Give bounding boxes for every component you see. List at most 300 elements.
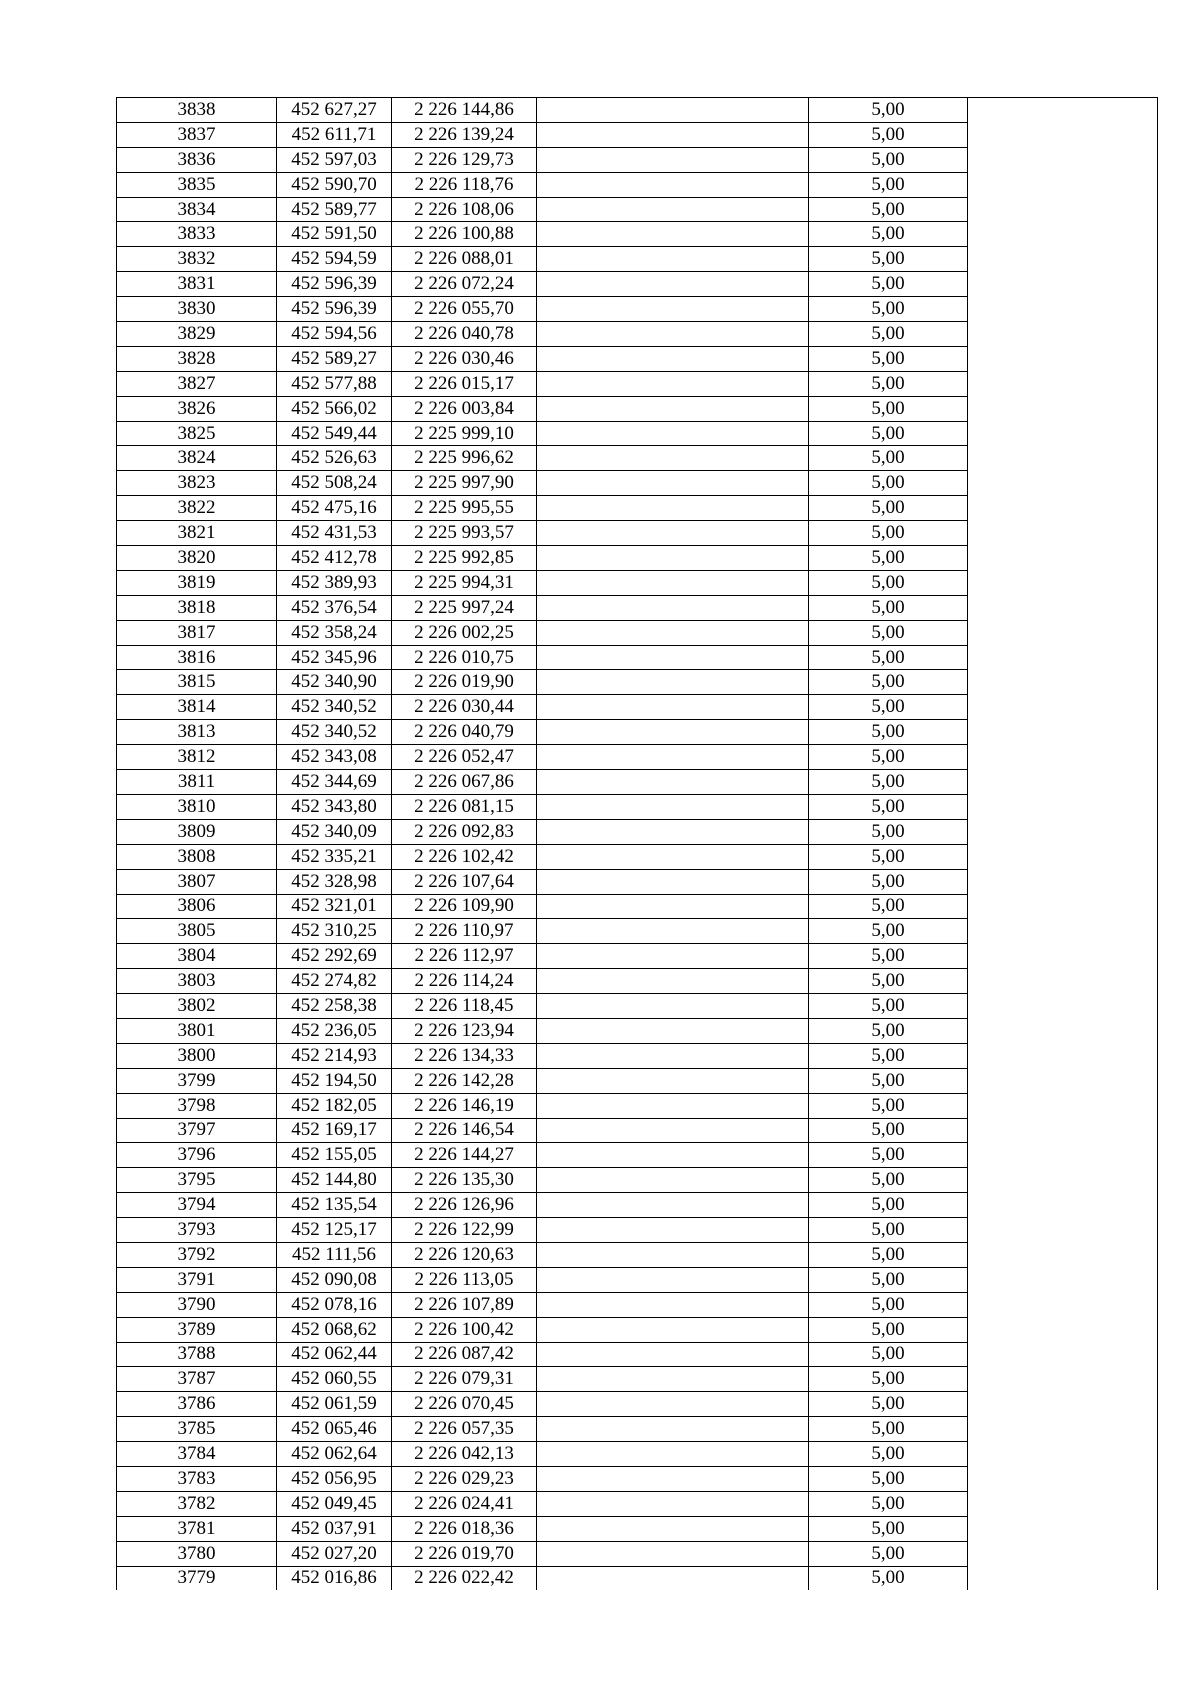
point-number-cell: 3833 — [117, 222, 277, 247]
blank-cell — [537, 247, 809, 272]
x-coordinate-cell: 452 431,53 — [277, 521, 392, 546]
y-coordinate-cell: 2 226 030,46 — [392, 346, 537, 371]
x-coordinate-cell: 452 111,56 — [277, 1242, 392, 1267]
table-row — [117, 894, 1158, 919]
blank-cell — [537, 869, 809, 894]
blank-cell — [537, 1442, 809, 1467]
table-row — [117, 1242, 1158, 1267]
coordinates-table — [116, 97, 1158, 1590]
notes-cell — [968, 496, 1158, 521]
notes-cell — [968, 1093, 1158, 1118]
blank-cell — [537, 944, 809, 969]
x-coordinate-cell: 452 078,16 — [277, 1292, 392, 1317]
value-cell: 5,00 — [809, 1292, 968, 1317]
table-row — [117, 346, 1158, 371]
blank-cell — [537, 1466, 809, 1491]
blank-cell — [537, 1168, 809, 1193]
value-cell: 5,00 — [809, 844, 968, 869]
x-coordinate-cell: 452 144,80 — [277, 1168, 392, 1193]
blank-cell — [537, 396, 809, 421]
value-cell: 5,00 — [809, 570, 968, 595]
blank-cell — [537, 1417, 809, 1442]
value-cell: 5,00 — [809, 1342, 968, 1367]
blank-cell — [537, 446, 809, 471]
y-coordinate-cell: 2 226 114,24 — [392, 969, 537, 994]
value-cell: 5,00 — [809, 546, 968, 571]
point-number-cell: 3814 — [117, 695, 277, 720]
value-cell: 5,00 — [809, 297, 968, 322]
point-number-cell: 3830 — [117, 297, 277, 322]
point-number-cell: 3817 — [117, 620, 277, 645]
x-coordinate-cell: 452 049,45 — [277, 1491, 392, 1516]
table-row — [117, 1068, 1158, 1093]
table-row — [117, 172, 1158, 197]
notes-cell — [968, 570, 1158, 595]
notes-cell — [968, 1466, 1158, 1491]
point-number-cell: 3781 — [117, 1516, 277, 1541]
point-number-cell: 3783 — [117, 1466, 277, 1491]
x-coordinate-cell: 452 594,59 — [277, 247, 392, 272]
point-number-cell: 3834 — [117, 197, 277, 222]
x-coordinate-cell: 452 061,59 — [277, 1392, 392, 1417]
notes-cell — [968, 322, 1158, 347]
point-number-cell: 3790 — [117, 1292, 277, 1317]
notes-cell — [968, 770, 1158, 795]
notes-cell — [968, 421, 1158, 446]
point-number-cell: 3809 — [117, 819, 277, 844]
value-cell: 5,00 — [809, 1118, 968, 1143]
table-row — [117, 720, 1158, 745]
table-row — [117, 1367, 1158, 1392]
value-cell: 5,00 — [809, 1068, 968, 1093]
x-coordinate-cell: 452 310,25 — [277, 919, 392, 944]
value-cell: 5,00 — [809, 1516, 968, 1541]
notes-cell — [968, 1292, 1158, 1317]
point-number-cell: 3822 — [117, 496, 277, 521]
notes-cell — [968, 247, 1158, 272]
x-coordinate-cell: 452 596,39 — [277, 297, 392, 322]
blank-cell — [537, 1392, 809, 1417]
table-row — [117, 546, 1158, 571]
notes-cell — [968, 1541, 1158, 1566]
notes-cell — [968, 645, 1158, 670]
x-coordinate-cell: 452 125,17 — [277, 1218, 392, 1243]
table-row — [117, 1018, 1158, 1043]
value-cell: 5,00 — [809, 471, 968, 496]
notes-cell — [968, 222, 1158, 247]
table-row — [117, 371, 1158, 396]
table-row — [117, 1118, 1158, 1143]
notes-cell — [968, 446, 1158, 471]
y-coordinate-cell: 2 226 010,75 — [392, 645, 537, 670]
blank-cell — [537, 894, 809, 919]
blank-cell — [537, 98, 809, 123]
value-cell: 5,00 — [809, 1317, 968, 1342]
blank-cell — [537, 969, 809, 994]
blank-cell — [537, 1018, 809, 1043]
y-coordinate-cell: 2 226 042,13 — [392, 1442, 537, 1467]
value-cell: 5,00 — [809, 496, 968, 521]
table-row — [117, 770, 1158, 795]
blank-cell — [537, 1043, 809, 1068]
table-row — [117, 1317, 1158, 1342]
y-coordinate-cell: 2 226 107,89 — [392, 1292, 537, 1317]
table-row — [117, 1516, 1158, 1541]
value-cell: 5,00 — [809, 172, 968, 197]
x-coordinate-cell: 452 062,44 — [277, 1342, 392, 1367]
x-coordinate-cell: 452 016,86 — [277, 1566, 392, 1590]
table-row — [117, 1093, 1158, 1118]
value-cell: 5,00 — [809, 794, 968, 819]
notes-cell — [968, 1566, 1158, 1590]
x-coordinate-cell: 452 292,69 — [277, 944, 392, 969]
blank-cell — [537, 521, 809, 546]
y-coordinate-cell: 2 225 997,24 — [392, 595, 537, 620]
x-coordinate-cell: 452 590,70 — [277, 172, 392, 197]
point-number-cell: 3818 — [117, 595, 277, 620]
y-coordinate-cell: 2 226 118,76 — [392, 172, 537, 197]
blank-cell — [537, 546, 809, 571]
x-coordinate-cell: 452 340,52 — [277, 695, 392, 720]
point-number-cell: 3836 — [117, 147, 277, 172]
point-number-cell: 3821 — [117, 521, 277, 546]
point-number-cell: 3800 — [117, 1043, 277, 1068]
y-coordinate-cell: 2 226 055,70 — [392, 297, 537, 322]
table-row — [117, 695, 1158, 720]
table-row — [117, 147, 1158, 172]
x-coordinate-cell: 452 344,69 — [277, 770, 392, 795]
value-cell: 5,00 — [809, 247, 968, 272]
point-number-cell: 3787 — [117, 1367, 277, 1392]
table-row — [117, 645, 1158, 670]
blank-cell — [537, 794, 809, 819]
x-coordinate-cell: 452 343,80 — [277, 794, 392, 819]
x-coordinate-cell: 452 594,56 — [277, 322, 392, 347]
blank-cell — [537, 1267, 809, 1292]
x-coordinate-cell: 452 376,54 — [277, 595, 392, 620]
table-row — [117, 745, 1158, 770]
value-cell: 5,00 — [809, 1143, 968, 1168]
y-coordinate-cell: 2 226 110,97 — [392, 919, 537, 944]
value-cell: 5,00 — [809, 819, 968, 844]
y-coordinate-cell: 2 226 129,73 — [392, 147, 537, 172]
blank-cell — [537, 371, 809, 396]
point-number-cell: 3816 — [117, 645, 277, 670]
value-cell: 5,00 — [809, 894, 968, 919]
value-cell: 5,00 — [809, 346, 968, 371]
y-coordinate-cell: 2 225 992,85 — [392, 546, 537, 571]
notes-cell — [968, 819, 1158, 844]
blank-cell — [537, 1317, 809, 1342]
table-row — [117, 919, 1158, 944]
point-number-cell: 3837 — [117, 122, 277, 147]
point-number-cell: 3824 — [117, 446, 277, 471]
point-number-cell: 3796 — [117, 1143, 277, 1168]
point-number-cell: 3785 — [117, 1417, 277, 1442]
point-number-cell: 3788 — [117, 1342, 277, 1367]
value-cell: 5,00 — [809, 446, 968, 471]
table-row — [117, 471, 1158, 496]
blank-cell — [537, 471, 809, 496]
blank-cell — [537, 1367, 809, 1392]
notes-cell — [968, 695, 1158, 720]
blank-cell — [537, 122, 809, 147]
y-coordinate-cell: 2 226 019,70 — [392, 1541, 537, 1566]
y-coordinate-cell: 2 226 070,45 — [392, 1392, 537, 1417]
x-coordinate-cell: 452 056,95 — [277, 1466, 392, 1491]
point-number-cell: 3805 — [117, 919, 277, 944]
y-coordinate-cell: 2 226 079,31 — [392, 1367, 537, 1392]
value-cell: 5,00 — [809, 147, 968, 172]
x-coordinate-cell: 452 037,91 — [277, 1516, 392, 1541]
notes-cell — [968, 346, 1158, 371]
value-cell: 5,00 — [809, 1218, 968, 1243]
value-cell: 5,00 — [809, 197, 968, 222]
point-number-cell: 3838 — [117, 98, 277, 123]
table-row — [117, 521, 1158, 546]
table-row — [117, 1417, 1158, 1442]
x-coordinate-cell: 452 611,71 — [277, 122, 392, 147]
y-coordinate-cell: 2 226 040,79 — [392, 720, 537, 745]
y-coordinate-cell: 2 226 087,42 — [392, 1342, 537, 1367]
point-number-cell: 3792 — [117, 1242, 277, 1267]
notes-cell — [968, 1417, 1158, 1442]
value-cell: 5,00 — [809, 421, 968, 446]
table-row — [117, 1541, 1158, 1566]
value-cell: 5,00 — [809, 670, 968, 695]
point-number-cell: 3784 — [117, 1442, 277, 1467]
point-number-cell: 3825 — [117, 421, 277, 446]
y-coordinate-cell: 2 226 120,63 — [392, 1242, 537, 1267]
y-coordinate-cell: 2 226 134,33 — [392, 1043, 537, 1068]
notes-cell — [968, 794, 1158, 819]
table-row — [117, 496, 1158, 521]
point-number-cell: 3791 — [117, 1267, 277, 1292]
table-row — [117, 994, 1158, 1019]
blank-cell — [537, 1242, 809, 1267]
x-coordinate-cell: 452 328,98 — [277, 869, 392, 894]
table-row — [117, 620, 1158, 645]
point-number-cell: 3779 — [117, 1566, 277, 1590]
notes-cell — [968, 1168, 1158, 1193]
x-coordinate-cell: 452 340,90 — [277, 670, 392, 695]
blank-cell — [537, 297, 809, 322]
y-coordinate-cell: 2 226 015,17 — [392, 371, 537, 396]
value-cell: 5,00 — [809, 1417, 968, 1442]
value-cell: 5,00 — [809, 620, 968, 645]
blank-cell — [537, 595, 809, 620]
blank-cell — [537, 496, 809, 521]
x-coordinate-cell: 452 340,09 — [277, 819, 392, 844]
x-coordinate-cell: 452 589,77 — [277, 197, 392, 222]
notes-cell — [968, 122, 1158, 147]
value-cell: 5,00 — [809, 1242, 968, 1267]
blank-cell — [537, 1118, 809, 1143]
x-coordinate-cell: 452 194,50 — [277, 1068, 392, 1093]
blank-cell — [537, 819, 809, 844]
value-cell: 5,00 — [809, 322, 968, 347]
point-number-cell: 3789 — [117, 1317, 277, 1342]
y-coordinate-cell: 2 225 994,31 — [392, 570, 537, 595]
point-number-cell: 3794 — [117, 1193, 277, 1218]
point-number-cell: 3803 — [117, 969, 277, 994]
value-cell: 5,00 — [809, 122, 968, 147]
x-coordinate-cell: 452 508,24 — [277, 471, 392, 496]
x-coordinate-cell: 452 321,01 — [277, 894, 392, 919]
table-row — [117, 944, 1158, 969]
notes-cell — [968, 1043, 1158, 1068]
notes-cell — [968, 371, 1158, 396]
value-cell: 5,00 — [809, 595, 968, 620]
y-coordinate-cell: 2 225 999,10 — [392, 421, 537, 446]
y-coordinate-cell: 2 226 018,36 — [392, 1516, 537, 1541]
table-row — [117, 595, 1158, 620]
x-coordinate-cell: 452 345,96 — [277, 645, 392, 670]
y-coordinate-cell: 2 225 996,62 — [392, 446, 537, 471]
blank-cell — [537, 421, 809, 446]
point-number-cell: 3813 — [117, 720, 277, 745]
value-cell: 5,00 — [809, 1093, 968, 1118]
x-coordinate-cell: 452 236,05 — [277, 1018, 392, 1043]
notes-cell — [968, 1068, 1158, 1093]
y-coordinate-cell: 2 226 003,84 — [392, 396, 537, 421]
point-number-cell: 3815 — [117, 670, 277, 695]
x-coordinate-cell: 452 169,17 — [277, 1118, 392, 1143]
notes-cell — [968, 944, 1158, 969]
value-cell: 5,00 — [809, 770, 968, 795]
blank-cell — [537, 745, 809, 770]
table-row — [117, 1491, 1158, 1516]
y-coordinate-cell: 2 226 144,86 — [392, 98, 537, 123]
y-coordinate-cell: 2 226 122,99 — [392, 1218, 537, 1243]
x-coordinate-cell: 452 027,20 — [277, 1541, 392, 1566]
point-number-cell: 3782 — [117, 1491, 277, 1516]
y-coordinate-cell: 2 226 100,88 — [392, 222, 537, 247]
y-coordinate-cell: 2 226 142,28 — [392, 1068, 537, 1093]
blank-cell — [537, 1218, 809, 1243]
notes-cell — [968, 869, 1158, 894]
point-number-cell: 3807 — [117, 869, 277, 894]
blank-cell — [537, 919, 809, 944]
table-row — [117, 297, 1158, 322]
point-number-cell: 3793 — [117, 1218, 277, 1243]
x-coordinate-cell: 452 589,27 — [277, 346, 392, 371]
x-coordinate-cell: 452 060,55 — [277, 1367, 392, 1392]
y-coordinate-cell: 2 226 146,54 — [392, 1118, 537, 1143]
y-coordinate-cell: 2 226 108,06 — [392, 197, 537, 222]
blank-cell — [537, 1491, 809, 1516]
blank-cell — [537, 272, 809, 297]
value-cell: 5,00 — [809, 1442, 968, 1467]
y-coordinate-cell: 2 226 139,24 — [392, 122, 537, 147]
table-row — [117, 1566, 1158, 1590]
x-coordinate-cell: 452 335,21 — [277, 844, 392, 869]
value-cell: 5,00 — [809, 745, 968, 770]
notes-cell — [968, 994, 1158, 1019]
blank-cell — [537, 222, 809, 247]
x-coordinate-cell: 452 214,93 — [277, 1043, 392, 1068]
value-cell: 5,00 — [809, 1168, 968, 1193]
notes-cell — [968, 1118, 1158, 1143]
notes-cell — [968, 969, 1158, 994]
blank-cell — [537, 147, 809, 172]
point-number-cell: 3801 — [117, 1018, 277, 1043]
notes-cell — [968, 1018, 1158, 1043]
value-cell: 5,00 — [809, 944, 968, 969]
table-row — [117, 322, 1158, 347]
x-coordinate-cell: 452 090,08 — [277, 1267, 392, 1292]
notes-cell — [968, 98, 1158, 123]
x-coordinate-cell: 452 549,44 — [277, 421, 392, 446]
notes-cell — [968, 297, 1158, 322]
table-row — [117, 247, 1158, 272]
notes-cell — [968, 272, 1158, 297]
x-coordinate-cell: 452 182,05 — [277, 1093, 392, 1118]
y-coordinate-cell: 2 226 123,94 — [392, 1018, 537, 1043]
table-row — [117, 1442, 1158, 1467]
blank-cell — [537, 1541, 809, 1566]
notes-cell — [968, 1342, 1158, 1367]
notes-cell — [968, 844, 1158, 869]
y-coordinate-cell: 2 226 002,25 — [392, 620, 537, 645]
y-coordinate-cell: 2 226 088,01 — [392, 247, 537, 272]
point-number-cell: 3797 — [117, 1118, 277, 1143]
y-coordinate-cell: 2 226 100,42 — [392, 1317, 537, 1342]
x-coordinate-cell: 452 068,62 — [277, 1317, 392, 1342]
blank-cell — [537, 1566, 809, 1590]
value-cell: 5,00 — [809, 869, 968, 894]
x-coordinate-cell: 452 577,88 — [277, 371, 392, 396]
x-coordinate-cell: 452 597,03 — [277, 147, 392, 172]
blank-cell — [537, 620, 809, 645]
x-coordinate-cell: 452 591,50 — [277, 222, 392, 247]
table-row — [117, 272, 1158, 297]
point-number-cell: 3831 — [117, 272, 277, 297]
notes-cell — [968, 172, 1158, 197]
value-cell: 5,00 — [809, 1566, 968, 1590]
value-cell: 5,00 — [809, 222, 968, 247]
point-number-cell: 3823 — [117, 471, 277, 496]
value-cell: 5,00 — [809, 919, 968, 944]
blank-cell — [537, 994, 809, 1019]
table-row — [117, 1466, 1158, 1491]
point-number-cell: 3786 — [117, 1392, 277, 1417]
notes-cell — [968, 1442, 1158, 1467]
y-coordinate-cell: 2 226 118,45 — [392, 994, 537, 1019]
x-coordinate-cell: 452 135,54 — [277, 1193, 392, 1218]
notes-cell — [968, 396, 1158, 421]
value-cell: 5,00 — [809, 645, 968, 670]
x-coordinate-cell: 452 389,93 — [277, 570, 392, 595]
value-cell: 5,00 — [809, 1491, 968, 1516]
y-coordinate-cell: 2 225 997,90 — [392, 471, 537, 496]
blank-cell — [537, 322, 809, 347]
table-row — [117, 446, 1158, 471]
table-row — [117, 396, 1158, 421]
notes-cell — [968, 546, 1158, 571]
y-coordinate-cell: 2 226 072,24 — [392, 272, 537, 297]
table-row — [117, 819, 1158, 844]
value-cell: 5,00 — [809, 521, 968, 546]
blank-cell — [537, 1193, 809, 1218]
y-coordinate-cell: 2 226 040,78 — [392, 322, 537, 347]
table-row — [117, 1392, 1158, 1417]
x-coordinate-cell: 452 258,38 — [277, 994, 392, 1019]
point-number-cell: 3826 — [117, 396, 277, 421]
point-number-cell: 3832 — [117, 247, 277, 272]
value-cell: 5,00 — [809, 1018, 968, 1043]
y-coordinate-cell: 2 226 057,35 — [392, 1417, 537, 1442]
